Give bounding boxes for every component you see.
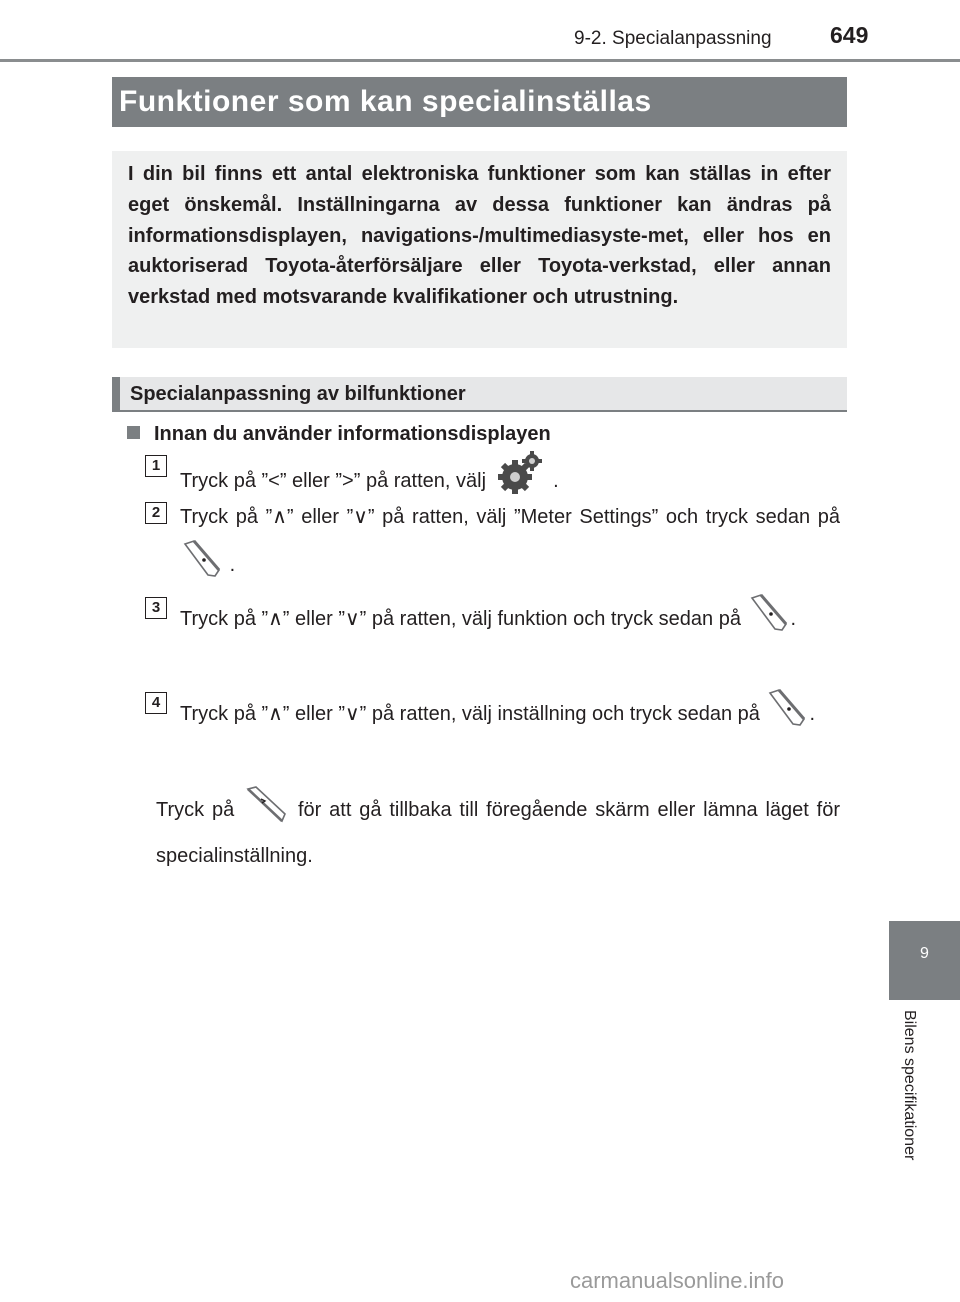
- bullet-heading: [127, 420, 551, 448]
- page-number: 649: [830, 22, 869, 48]
- step-text-a: Tryck på ”∧” eller ”∨” på ratten, välj ”Meter Settings” och tryck sedan på: [180, 506, 840, 528]
- intro-box: I din bil finns ett antal elektroniska funktioner som kan ställas in efter eget önskemål. Inställningarna av dessa funktioner kan ändras på informationsdisplayen, navigations-/multimediasyste-met, eller hos en auktoriserad Toyota-återförsäljare eller Toyota-verkstad, eller annan verkstad med motsvarande kvalifikationer och utrustning.: [112, 151, 847, 348]
- header-rule: [0, 59, 960, 62]
- step-number: 1: [145, 455, 167, 477]
- step-text-b: .: [553, 469, 559, 492]
- step-text: [180, 497, 840, 593]
- step-text: [180, 592, 840, 647]
- note-text-b: för att gå tillbaka till föregående skärm eller lämna läget för specialinställning.: [156, 798, 841, 867]
- step-text-a: Tryck på ”∧” eller ”∨” på ratten, välj funktion och tryck sedan på: [180, 607, 741, 630]
- step-number: 3: [145, 597, 167, 619]
- chapter-tab: 9: [889, 921, 960, 1000]
- step-text: [180, 687, 840, 742]
- sub-heading: Specialanpassning av bilfunktioner: [112, 377, 847, 412]
- header-section-title: 9-2. Specialanpassning: [574, 28, 772, 49]
- step-text-b: .: [790, 607, 797, 630]
- step-3: [145, 592, 840, 647]
- enter-button-icon: [182, 538, 222, 593]
- footer-watermark: carmanualsonline.info: [570, 1268, 785, 1293]
- step-4: [145, 687, 840, 742]
- enter-button-icon: [767, 687, 807, 742]
- step-2: [145, 497, 840, 593]
- step-number: 4: [145, 692, 167, 714]
- step-text-a: Tryck på ”<” eller ”>” på ratten, välj: [180, 469, 487, 492]
- step-number: 2: [145, 502, 167, 524]
- step-text-b: .: [809, 702, 815, 725]
- note-text-a: Tryck på: [156, 798, 235, 821]
- chapter-label: Bilens specifikationer: [901, 1010, 918, 1161]
- page-title: Funktioner som kan specialinställas: [112, 77, 847, 127]
- note-paragraph: [156, 784, 840, 875]
- step-text-b: .: [229, 553, 236, 576]
- step-text-a: Tryck på ”∧” eller ”∨” på ratten, välj inställning och tryck sedan på: [180, 702, 760, 725]
- bullet-square-icon: [127, 426, 140, 439]
- enter-button-icon: [749, 592, 789, 647]
- bullet-heading-text: Innan du använder informationsdisplayen: [154, 423, 551, 445]
- back-button-icon: [244, 784, 288, 837]
